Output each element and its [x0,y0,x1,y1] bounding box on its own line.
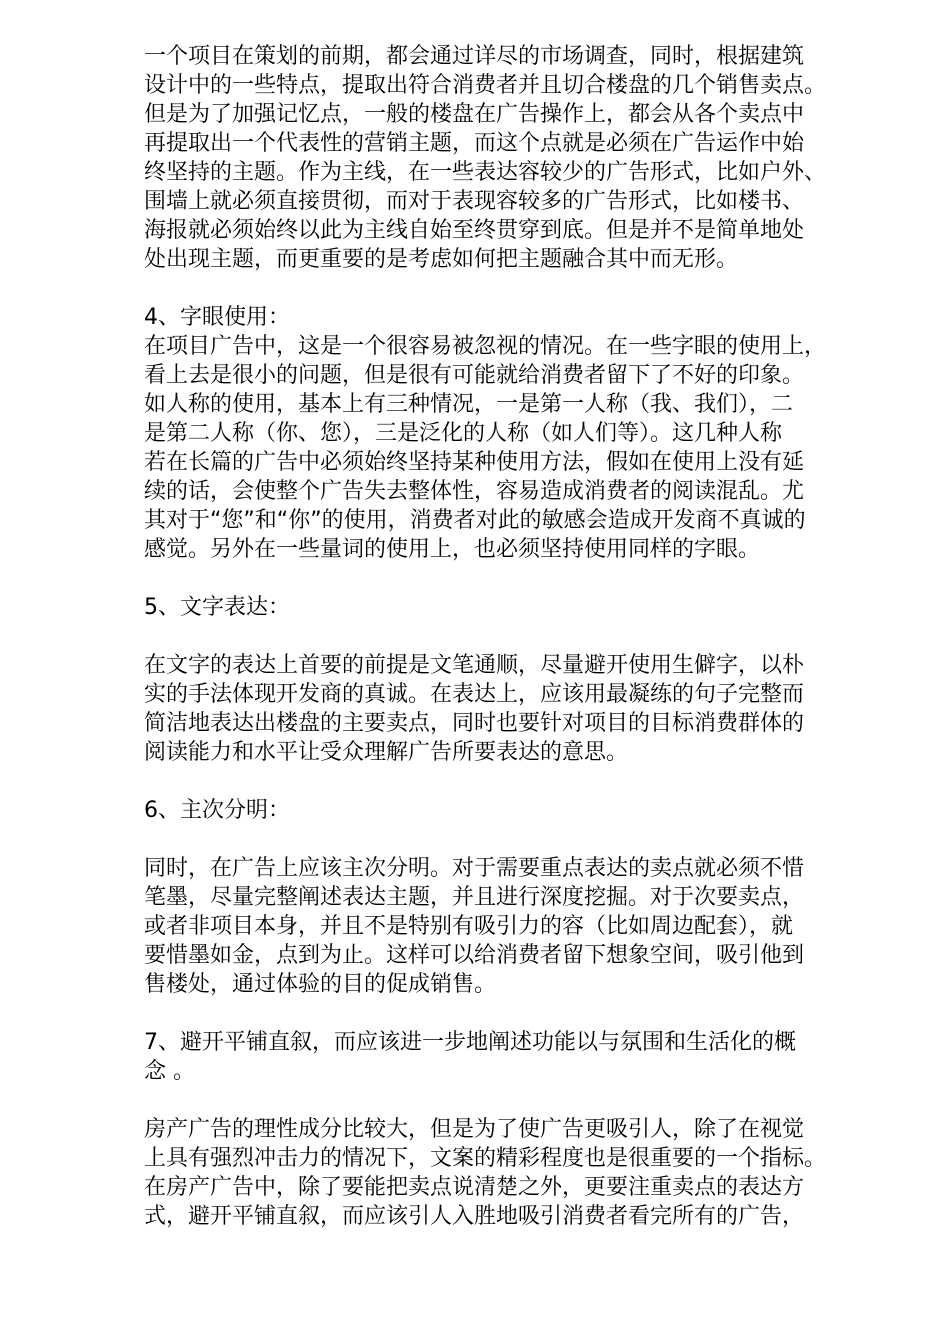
text-line: 再提取出一个代表性的营销主题，而这个点就是必须在广告运作中始 [144,131,805,156]
text-line: 如人称的使用，基本上有三种情况，一是第一人称（我、我们），二 [144,392,794,417]
text-line: 续的话，会使整个广告失去整体性，容易造成消费者的阅读混乱。尤 [144,479,805,504]
section-heading: 6、主次分明： [144,798,290,823]
blank-line [144,564,889,593]
blank-line [144,999,889,1028]
section-heading: 5、文字表达： [144,595,290,620]
text-line: 阅读能力和水平让受众理解广告所要表达的意思。 [144,740,629,765]
text-line: 感觉。另外在一些量词的使用上，也必须坚持使用同样的字眼。 [144,537,761,562]
text-line: 在文字的表达上首要的前提是文笔通顺，尽量避开使用生僻字，以朴 [144,653,805,678]
text-line: 其对于“您”和“你”的使用，消费者对此的敏感会造成开发商不真诚的 [144,508,806,533]
text-line: 终坚持的主题。作为主线，在一些表达容较少的广告形式，比如户外、 [144,160,827,185]
text-line: 实的手法体现开发商的真诚。在表达上，应该用最凝练的句子完整而 [144,682,805,707]
blank-line [144,767,889,796]
document-page [144,42,889,1231]
blank-line [144,622,889,651]
text-line: 式，避开平铺直叙，而应该引人入胜地吸引消费者看完所有的广告， [144,1204,805,1229]
text-line: 上具有强烈冲击力的情况下，文案的精彩程度也是很重要的一个指标。 [144,1146,827,1171]
blank-line [144,1086,889,1115]
blank-line [144,274,889,303]
text-line: 处出现主题，而更重要的是考虑如何把主题融合其中而无形。 [144,247,739,272]
text-line: 简洁地表达出楼盘的主要卖点，同时也要针对项目的目标消费群体的 [144,711,805,736]
text-line: 但是为了加强记忆点，一般的楼盘在广告操作上，都会从各个卖点中 [144,102,805,127]
text-line: 在项目广告中，这是一个很容易被忽视的情况。在一些字眼的使用上， [144,334,827,359]
section-heading-continuation: 念 。 [144,1059,195,1084]
text-line: 海报就必须始终以此为主线自始至终贯穿到底。但是并不是简单地处 [144,218,805,243]
text-line: 售楼处，通过体验的目的促成销售。 [144,972,497,997]
text-line: 是第二人称（你、您），三是泛化的人称（如人们等）。这几种人称 [144,421,783,446]
section-heading: 4、字眼使用： [144,305,290,330]
text-line: 设计中的一些特点，提取出符合消费者并且切合楼盘的几个销售卖点。 [144,73,827,98]
text-line: 要惜墨如金，点到为止。这样可以给消费者留下想象空间，吸引他到 [144,943,805,968]
text-line: 若在长篇的广告中必须始终坚持某种使用方法，假如在使用上没有延 [144,450,805,475]
text-line: 在房产广告中，除了要能把卖点说清楚之外，更要注重卖点的表达方 [144,1175,805,1200]
text-line: 看上去是很小的问题，但是很有可能就给消费者留下了不好的印象。 [144,363,805,388]
text-line: 笔墨，尽量完整阐述表达主题，并且进行深度挖掘。对于次要卖点， [144,885,805,910]
text-line: 一个项目在策划的前期，都会通过详尽的市场调查，同时，根据建筑 [144,44,805,69]
text-line: 或者非项目本身，并且不是特别有吸引力的容（比如周边配套），就 [144,914,794,939]
text-line: 围墙上就必须直接贯彻，而对于表现容较多的广告形式，比如楼书、 [144,189,805,214]
blank-line [144,825,889,854]
text-line: 同时，在广告上应该主次分明。对于需要重点表达的卖点就必须不惜 [144,856,805,881]
section-heading: 7、避开平铺直叙，而应该进一步地阐述功能以与氛围和生活化的概 [144,1030,796,1055]
text-line: 房产广告的理性成分比较大，但是为了使广告更吸引人，除了在视觉 [144,1117,805,1142]
